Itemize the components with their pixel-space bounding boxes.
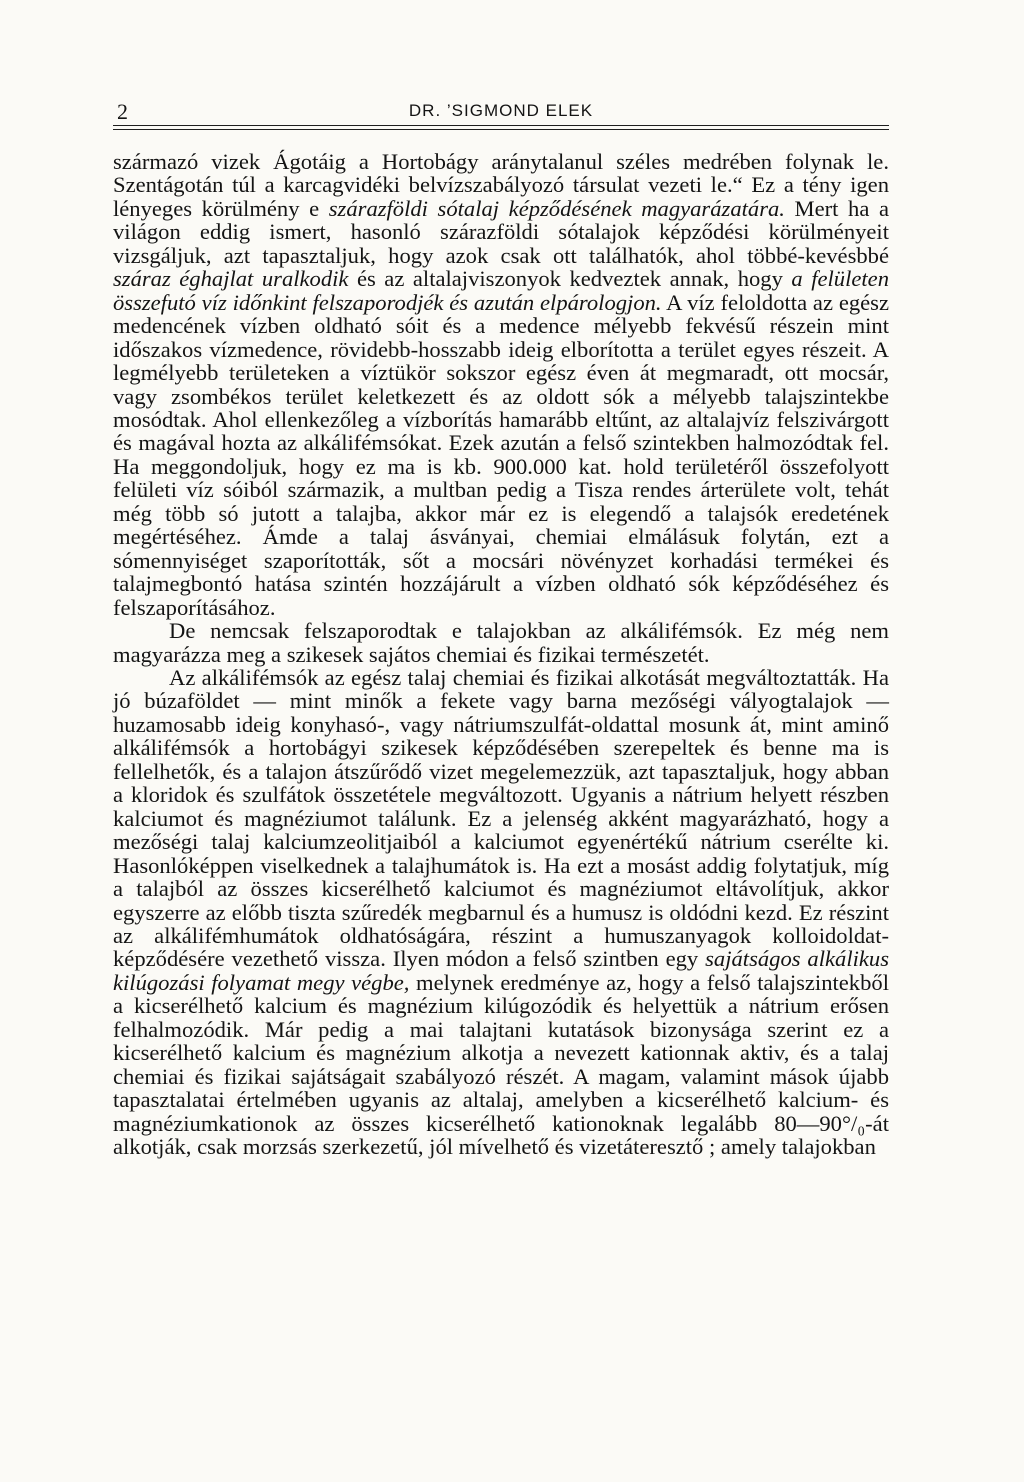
header-rule-secondary	[113, 129, 889, 130]
text-run: és az altalajviszonyok kedveztek annak, hogy	[348, 266, 792, 292]
page-number: 2	[117, 99, 128, 124]
paragraph	[113, 666, 889, 1159]
text-run: Az alkálifémsók az egész talaj chemiai és fizikai alkotását megváltoztatták. Ha jó búzaföldet — mint minők a fekete vagy barna mezőségi vályogtalajok — huzamosabb ideig konyhasó-, vagy nátriumszulfát-oldattal mosunk át, mint aminő alkálifémsók a hortobágyi szikesek képződésében szerepeltek és benne ma is fellelhetők, és a talajon átszűrődő vizet megelemezzük, azt tapasztaljuk, hogy abban a kloridok és szulfátok összetétele megváltozott. Ugyanis a nátrium helyett részben kalciumot és magnéziumot találunk. Ez a jelenség akként magyarázható, hogy a mezőségi talaj kalciumzeolitjaiból a kalciumot egyenértékű nátrium cserélte ki. Hasonlóképpen viselkednek a talajhumátok is. Ha ezt a mosást addig folytatjuk, míg a talajból az összes kicserélhető kalciumot és magnéziumot eltávolítjuk, akkor egyszerre az előbb tiszta szűredék megbarnul és a humusz is oldódni kezd. Ez részint az alkálifémhumátok oldhatóságára, részint a humuszanyagok kolloidoldat-képződésére vezethető vissza. Ilyen módon a felső szintben egy	[113, 664, 889, 972]
text-run: Mert ha a világon eddig ismert, hasonló szárazföldi sótalajok képződési körülményeit vizsgáljuk, azt tapasztaljuk, hogy azok csak ott találhatók, ahol többé-kevésbbé	[113, 195, 889, 268]
page-header	[113, 95, 889, 125]
text-run: származó vizek Ágotáig a Hortobágy aránytalanul széles medrében folynak le. Szentágotán túl a karcagvidéki belvízszabályozó társulat vezeti le.“ Ez a tény igen lényeges körülmény e	[113, 149, 889, 221]
italic-run: szárazföldi sótalaj képződésének magyarázatára.	[328, 195, 785, 221]
italic-run: száraz éghajlat uralkodik	[113, 266, 349, 292]
body-text	[113, 150, 889, 1158]
header-rule	[113, 125, 889, 126]
text-run: melynek eredménye az, hogy a felső talajszintekből a kicserélhető kalcium és magnézium kilúgozódik és helyettük a nátrium erősen felhalmozódik. Már pedig a mai talajtani kutatások bizonysága szerint ez a kicserélhető kalcium és magnézium alkotja a nevezett kationnak aktiv, és a talaj chemiai és fizikai sajátságait szabályozó részét. A magam, valamint mások újabb tapasztalatai értelmében ugyanis az altalaj, amelyben a kicserélhető kalcium- és magnéziumkationok az összes kicserélhető kationoknak legalább 80—90°/₀-át alkotják, csak morzsás szerkezetű, jól mívelhető és vizetáteresztő ; amely talajokban	[113, 969, 889, 1160]
italic-run: sajátságos alkálikus kilúgozási folyamat megy végbe,	[113, 946, 890, 995]
italic-run: a felületen összefutó víz időnkint felszaporodjék és azután elpárologjon.	[113, 266, 890, 315]
text-run: De nemcsak felszaporodtak e talajokban az alkálifémsók. Ez még nem magyarázza meg a szikesek sajátos chemiai és fizikai természetét.	[113, 618, 889, 667]
paragraph	[113, 619, 889, 666]
paragraph	[113, 150, 889, 619]
text-run: A víz feloldotta az egész medencének vízben oldható sóit és a medence mélyebb fekvésű részein mint időszakos vízmedence, rövidebb-hosszabb ideig elborította a terület egyes részeit. A legmélyebb területeken a víztükör sokszor egész éven át megmaradt, ott mocsár, vagy zsombékos terület keletkezett és az oldott sók a mélyebb talajszintekbe mosódtak. Ahol ellenkezőleg a vízborítás hamarább eltűnt, az altalajvíz felszivárgott és magával hozta az alkálifémsókat. Ezek azután a felső szintekben halmozódtak fel. Ha meggondoljuk, hogy ez ma is kb. 900.000 kat. hold területéről összefolyott felületi víz sóiból származik, a multban pedig a Tisza rendes árterülete volt, tehát még több só jutott a talajba, akkor már ez is elegendő a talajsók eredetének megértéséhez. Ámde a talaj ásványai, chemiai elmálásuk folytán, ezt a sómennyiséget szaporították, sőt a mocsári növényzet korhadási termékei és talajmegbontó hatása szintén hozzájárult a vízben oldható sók képződéséhez és felszaporításához.	[113, 289, 889, 620]
running-head: DR. ’SIGMOND ELEK	[408, 101, 594, 120]
